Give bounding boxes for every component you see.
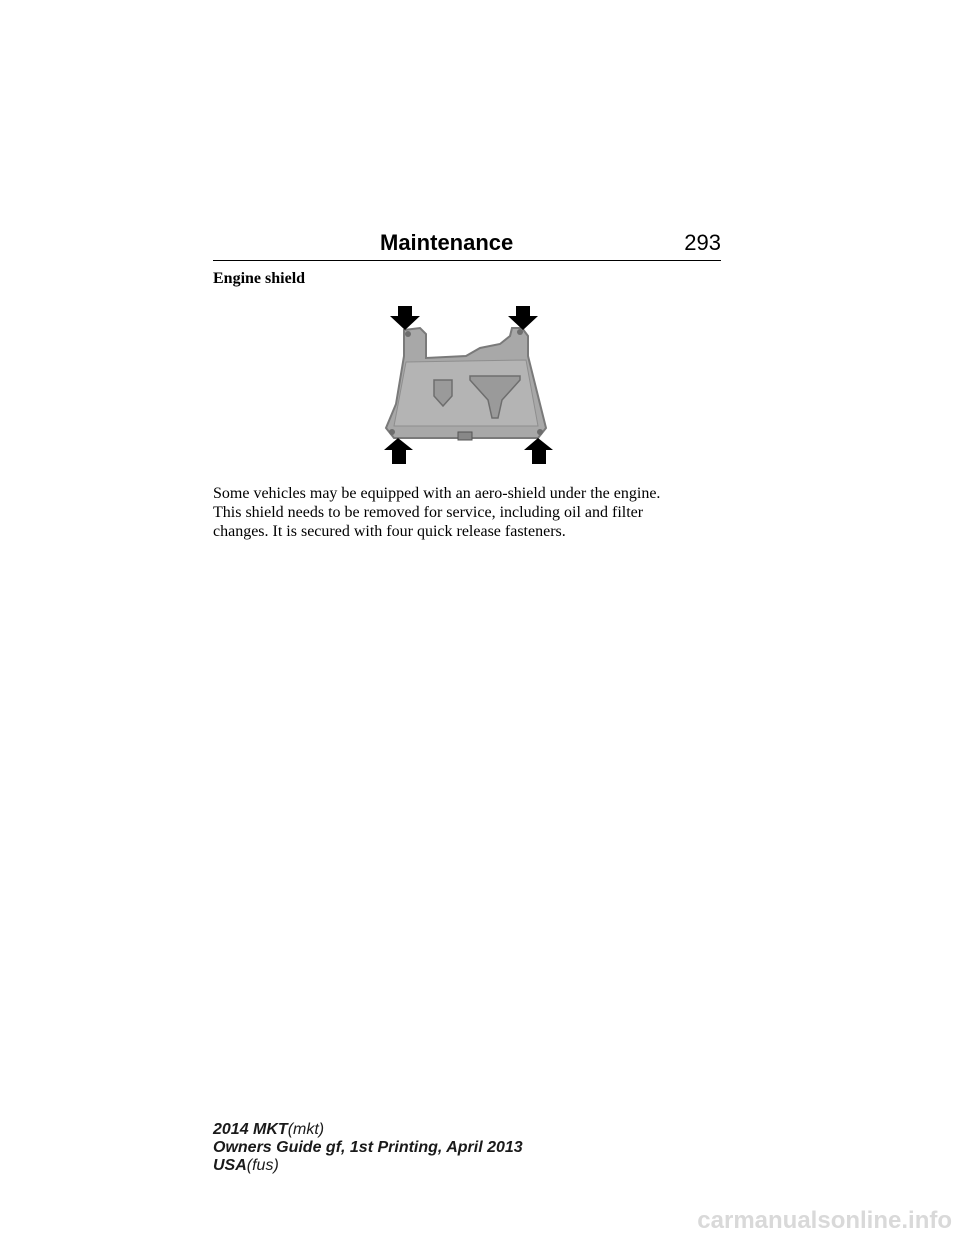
body-line: This shield needs to be removed for service, including oil and filter (213, 504, 644, 521)
header-divider (213, 260, 721, 261)
arrow-icon (390, 306, 420, 330)
fastener-hole (537, 429, 543, 435)
footer-market-line (213, 1157, 523, 1175)
body-line: Some vehicles may be equipped with an aero-shield under the engine. (213, 485, 661, 502)
shield-inner-panel (394, 360, 538, 426)
fastener-hole (405, 331, 411, 337)
section-heading: Engine shield (213, 270, 306, 287)
footer-market: USA (213, 1157, 247, 1174)
shield-bottom-tab (458, 432, 472, 440)
arrow-icon (508, 306, 538, 330)
arrow-icon (384, 438, 413, 464)
footer-model: 2014 MKT (213, 1121, 288, 1138)
fastener-hole (517, 329, 523, 335)
footer-market-code: (fus) (246, 1157, 279, 1174)
footer-model-line (213, 1121, 523, 1139)
body-line: changes. It is secured with four quick release fasteners. (213, 523, 566, 540)
watermark: carmanualsonline.info (697, 1207, 952, 1234)
arrow-icon (524, 438, 553, 464)
fastener-hole (389, 429, 395, 435)
engine-shield-figure (370, 300, 570, 472)
chapter-title: Maintenance (380, 230, 514, 255)
body-paragraph (213, 484, 733, 541)
page-header (213, 226, 721, 262)
page-number: 293 (684, 230, 721, 255)
footer-guide: Owners Guide gf, 1st Printing, April 2013 (213, 1139, 523, 1156)
footer-model-code: (mkt) (287, 1121, 325, 1138)
engine-shield-illustration (370, 300, 570, 472)
page-footer (213, 1121, 523, 1175)
footer-guide-line (213, 1139, 523, 1157)
